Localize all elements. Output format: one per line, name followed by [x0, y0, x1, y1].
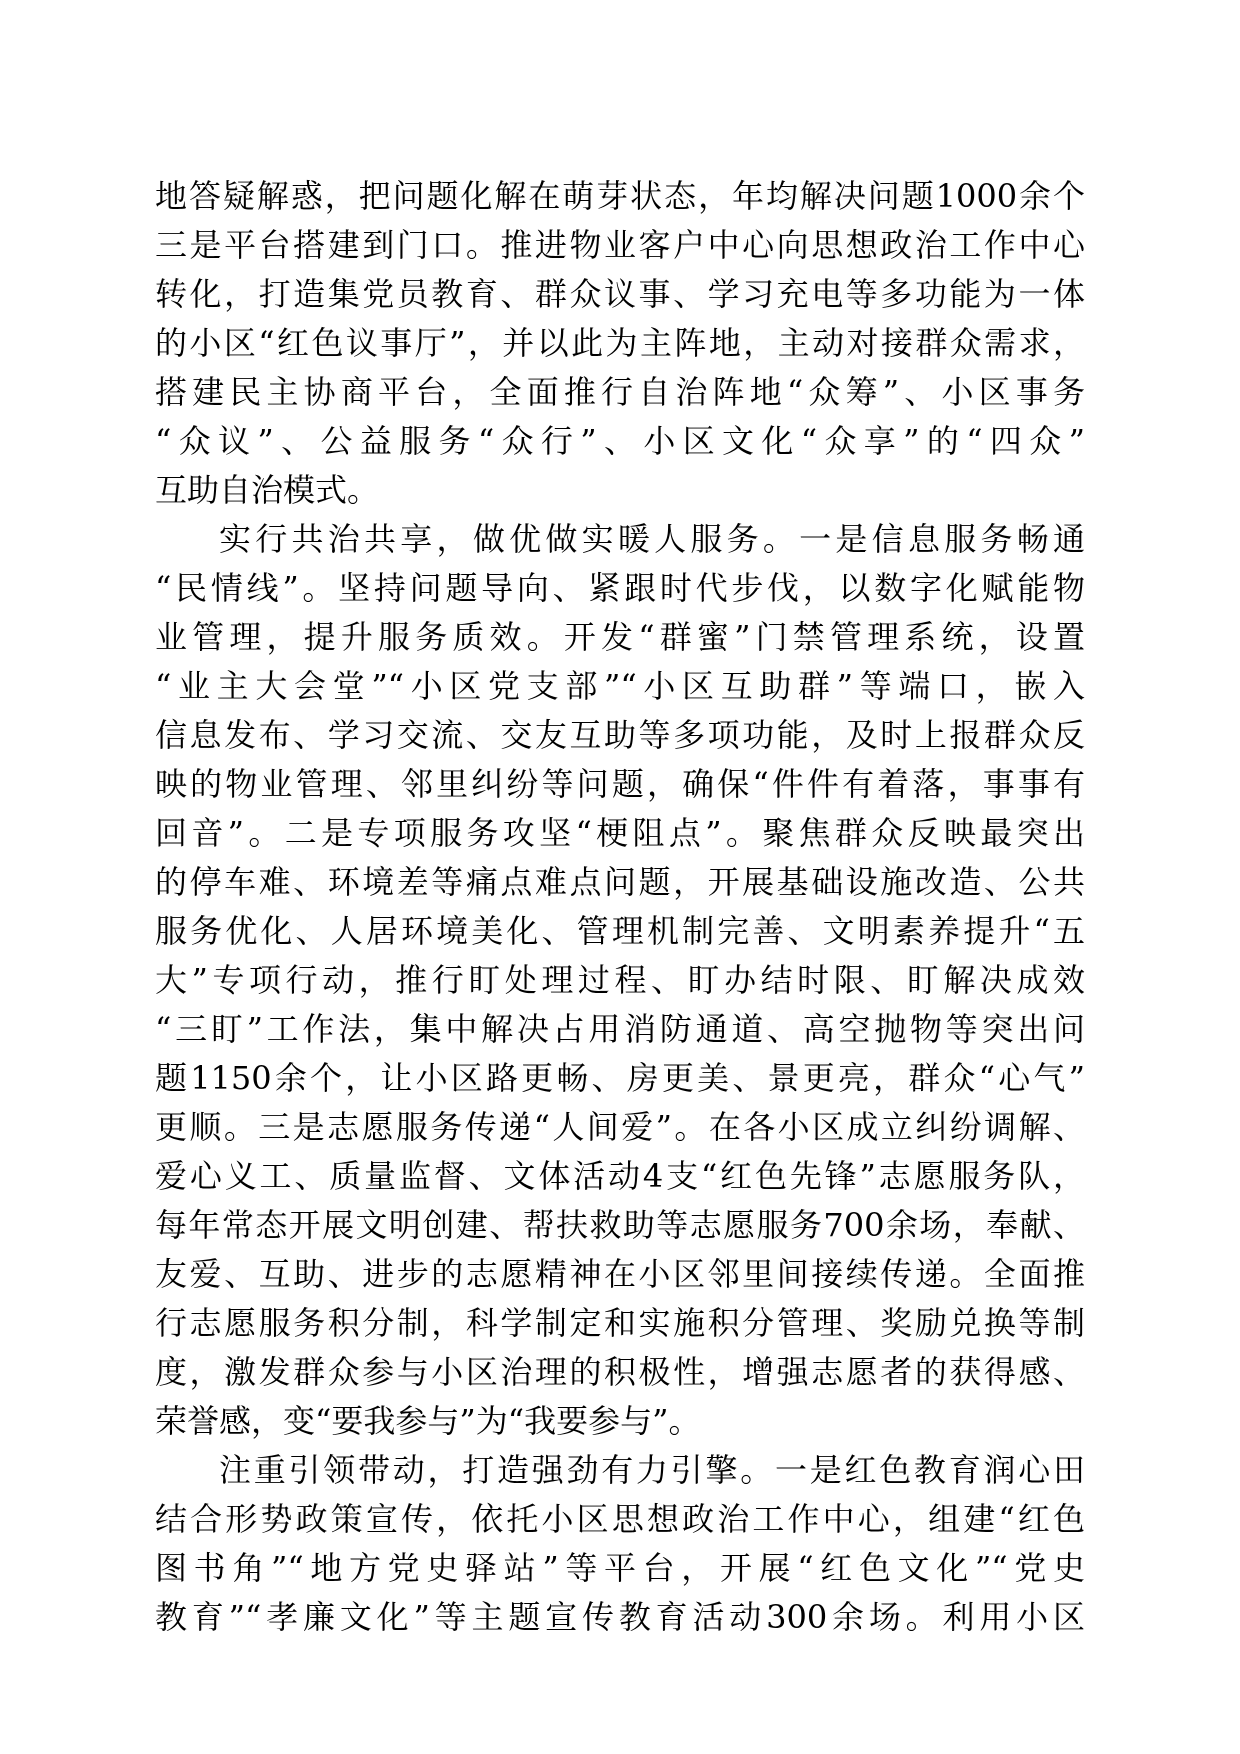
- text-line: 的小区“红色议事厅”，并以此为主阵地，主动对接群众需求，: [155, 324, 1085, 362]
- text-line: 地答疑解惑，把问题化解在萌芽状态，年均解决问题1000余个: [155, 177, 1085, 215]
- text-line: 题1150余个，让小区路更畅、房更美、景更亮，群众“心气”: [155, 1059, 1085, 1097]
- text-line: 互助自治模式。: [155, 471, 380, 509]
- text-line: 服务优化、人居环境美化、管理机制完善、文明素养提升“五: [155, 912, 1085, 950]
- text-line: 行志愿服务积分制，科学制定和实施积分管理、奖励兑换等制: [155, 1304, 1085, 1342]
- text-line: 爱心义工、质量监督、文体活动4支“红色先锋”志愿服务队，: [155, 1157, 1085, 1195]
- paragraph-first-line: 注重引领带动，打造强劲有力引擎。一是红色教育润心田: [219, 1451, 1085, 1489]
- text-line: “业主大会堂”“小区党支部”“小区互助群”等端口，嵌入: [155, 667, 1085, 705]
- text-line: 度，激发群众参与小区治理的积极性，增强志愿者的获得感、: [155, 1353, 1085, 1391]
- text-line: 友爱、互助、进步的志愿精神在小区邻里间接续传递。全面推: [155, 1255, 1085, 1293]
- text-line: “民情线”。坚持问题导向、紧跟时代步伐，以数字化赋能物: [155, 569, 1085, 607]
- text-line: 的停车难、环境差等痛点难点问题，开展基础设施改造、公共: [155, 863, 1085, 901]
- text-line: 教育”“孝廉文化”等主题宣传教育活动300余场。利用小区: [155, 1598, 1085, 1636]
- text-line: 业管理，提升服务质效。开发“群蜜”门禁管理系统，设置: [155, 618, 1085, 656]
- text-line: 搭建民主协商平台，全面推行自治阵地“众筹”、小区事务: [155, 373, 1085, 411]
- text-line: 更顺。三是志愿服务传递“人间爱”。在各小区成立纠纷调解、: [155, 1108, 1085, 1146]
- text-line: 结合形势政策宣传，依托小区思想政治工作中心，组建“红色: [155, 1500, 1085, 1538]
- text-line: 转化，打造集党员教育、群众议事、学习充电等多功能为一体: [155, 275, 1085, 313]
- text-line: 三是平台搭建到门口。推进物业客户中心向思想政治工作中心: [155, 226, 1085, 264]
- text-line: 每年常态开展文明创建、帮扶救助等志愿服务700余场，奉献、: [155, 1206, 1085, 1244]
- text-line: “众议”、公益服务“众行”、小区文化“众享”的“四众”: [155, 422, 1085, 460]
- text-line: 信息发布、学习交流、交友互助等多项功能，及时上报群众反: [155, 716, 1085, 754]
- text-line: 大”专项行动，推行盯处理过程、盯办结时限、盯解决成效: [155, 961, 1085, 999]
- text-line: “三盯”工作法，集中解决占用消防通道、高空抛物等突出问: [155, 1010, 1085, 1048]
- text-line: 映的物业管理、邻里纠纷等问题，确保“件件有着落，事事有: [155, 765, 1085, 803]
- text-line: 回音”。二是专项服务攻坚“梗阻点”。聚焦群众反映最突出: [155, 814, 1085, 852]
- text-line: 图书角”“地方党史驿站”等平台，开展“红色文化”“党史: [155, 1549, 1085, 1587]
- paragraph-first-line: 实行共治共享，做优做实暖人服务。一是信息服务畅通: [219, 520, 1085, 558]
- text-line: 荣誉感，变“要我参与”为“我要参与”。: [155, 1402, 701, 1440]
